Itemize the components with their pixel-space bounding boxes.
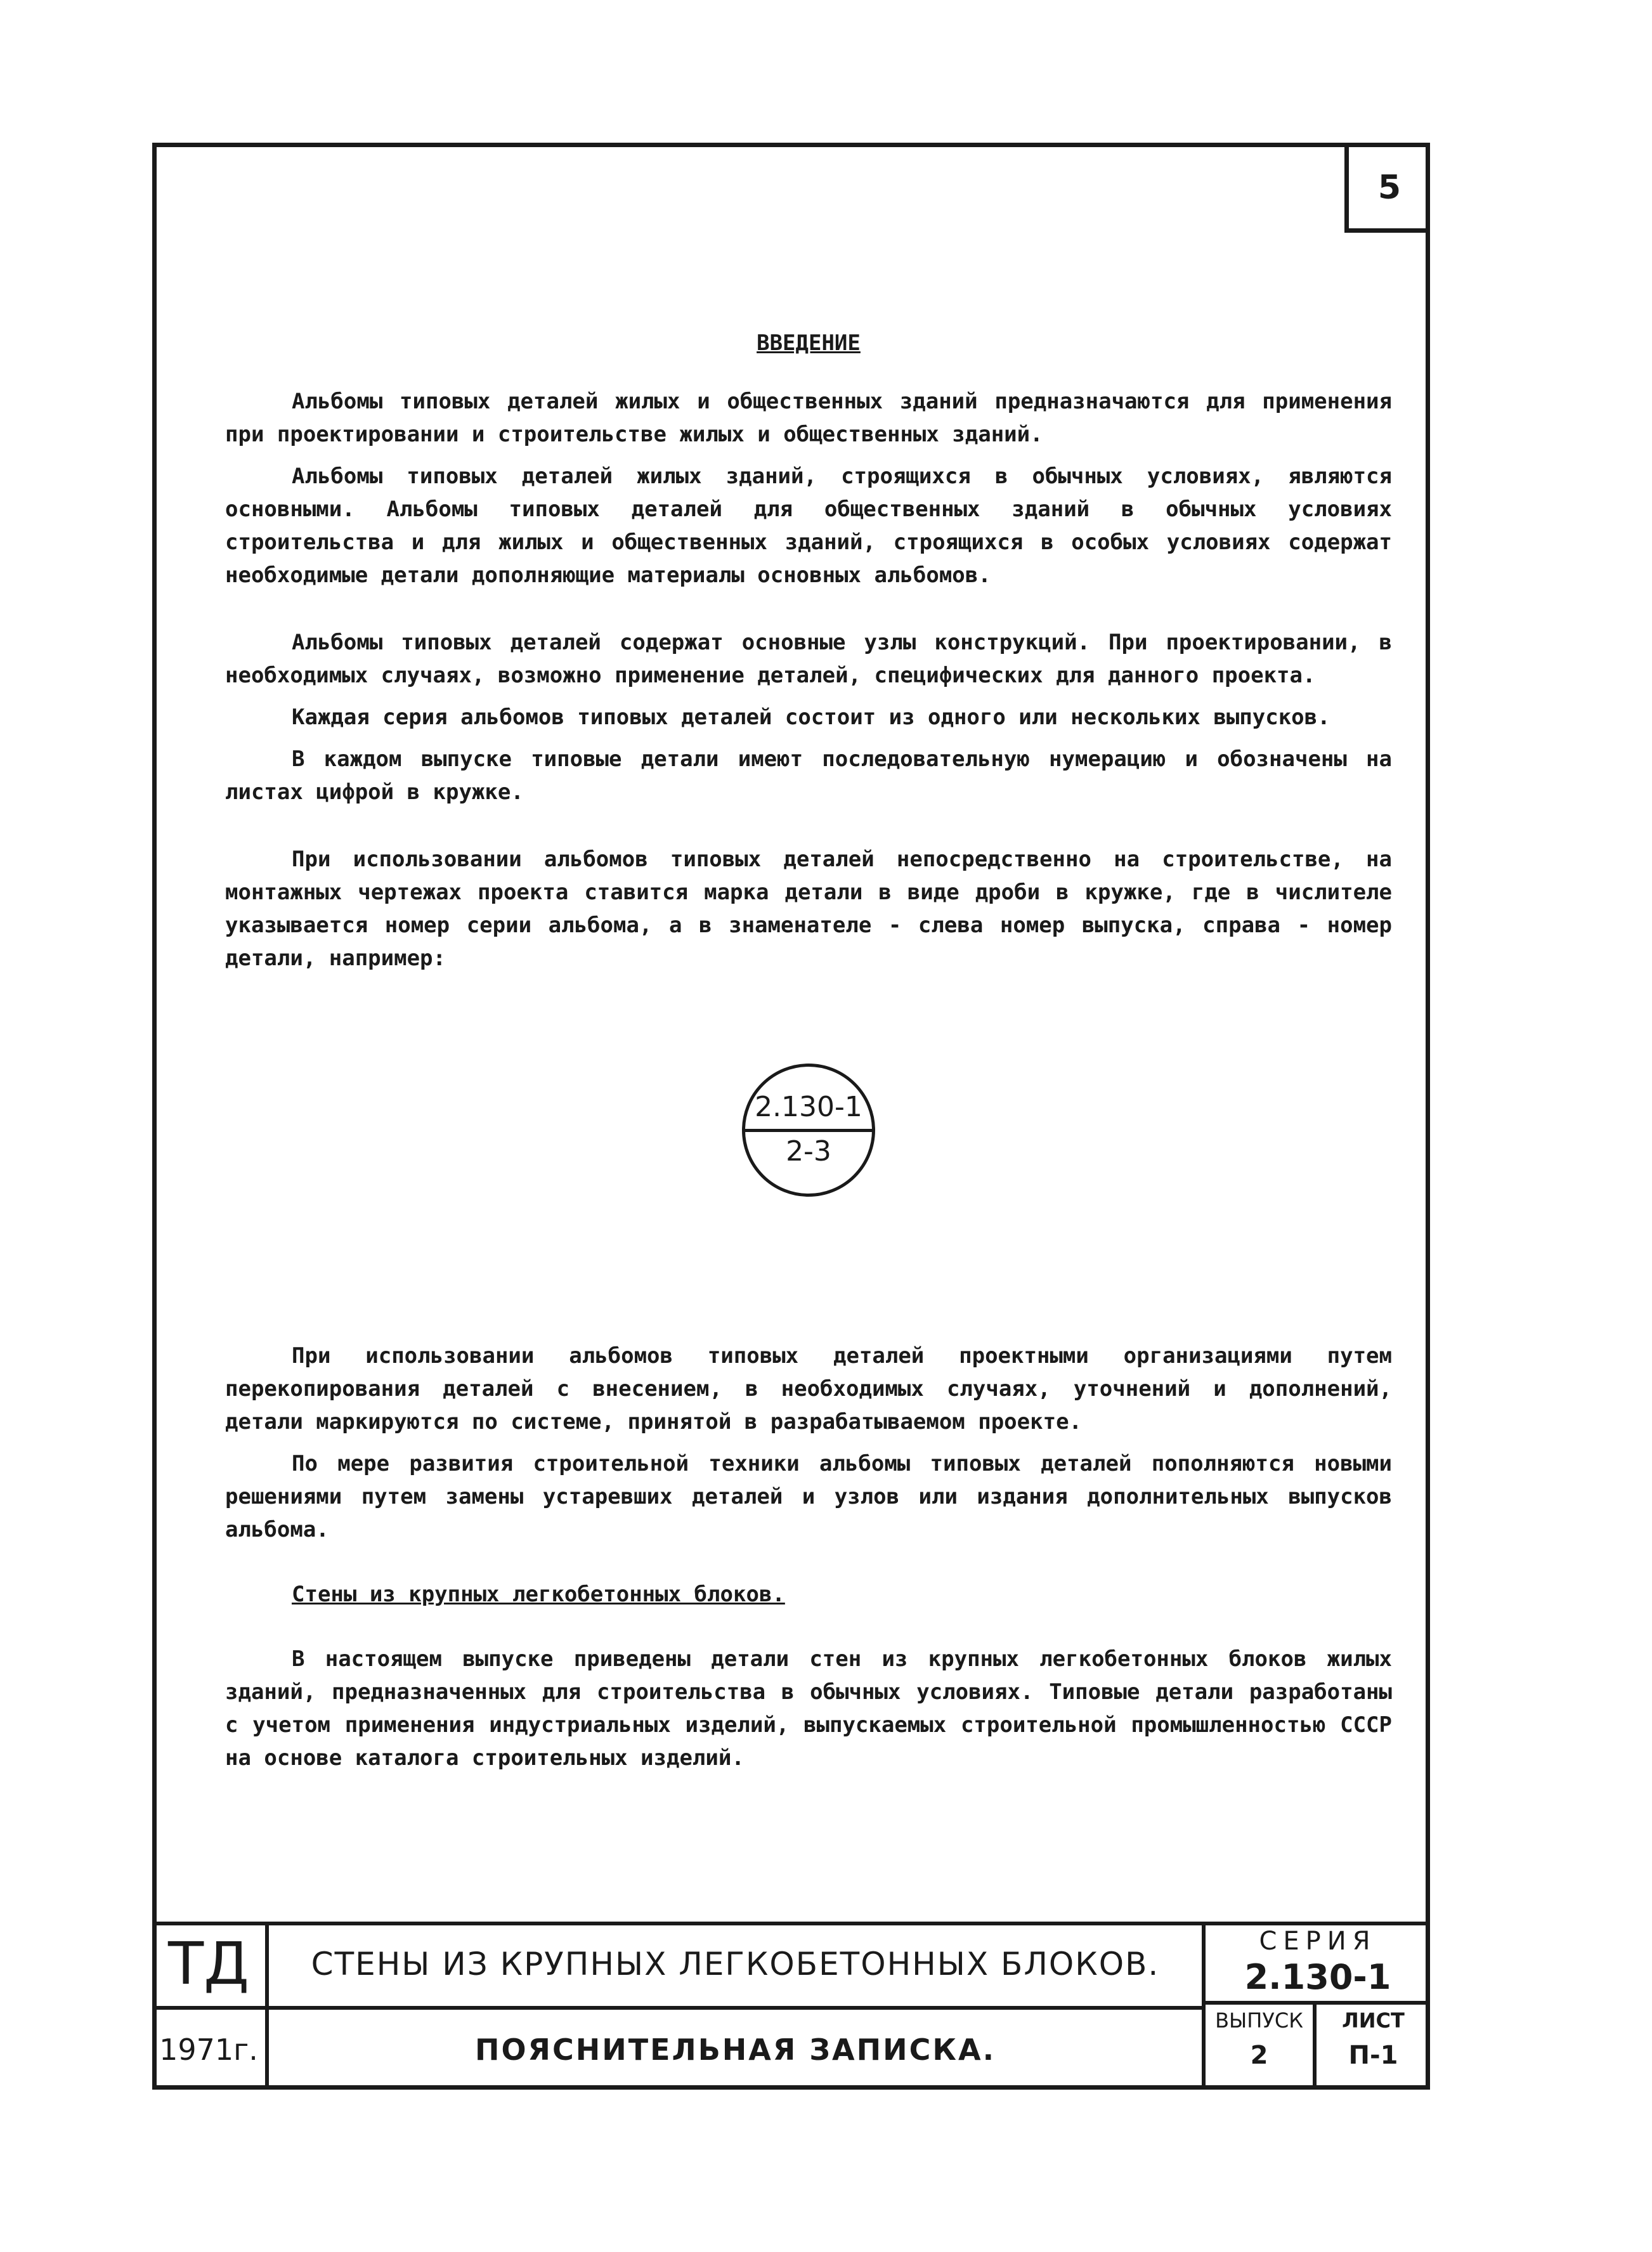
paragraph: При использовании альбомов типовых деталей непосредственно на строительстве, на монтажных чертежах проекта ставится марка детали в виде дроби в кружке, где в числителе указывается номер серии альбома, а в знаменателе - слева номер выпуска, справа - номер детали, например: [225, 847, 1392, 971]
paragraph: По мере развития строительной техники альбомы типовых деталей пополняются новыми решениями путем замены устаревших деталей и узлов или издания дополнительных выпусков альбома. [225, 1451, 1392, 1542]
paragraph: Альбомы типовых деталей жилых и общественных зданий предназначаются для применения при проектировании и строительстве жилых и общественных зданий. [225, 389, 1392, 447]
page-number: 5 [1344, 147, 1430, 233]
mark-numerator: 2.130-1 [755, 1091, 862, 1123]
series-value: 2.130-1 [1244, 1956, 1391, 1997]
paragraph: В каждом выпуске типовые детали имеют последовательную нумерацию и обозначены на листах цифрой в кружке. [225, 746, 1392, 805]
mark-circle [742, 1064, 875, 1197]
paragraph: При использовании альбомов типовых деталей проектными организациями путем перекопирования деталей с внесением, в необходимых случаях, уточнений и дополнений, детали маркируются по системе, принятой в разрабатываемом проекте. [225, 1343, 1392, 1435]
mark-denominator: 2-3 [786, 1135, 831, 1168]
document-title: СТЕНЫ ИЗ КРУПНЫХ ЛЕГКОБЕТОННЫХ БЛОКОВ. [311, 1945, 1160, 1982]
paragraph: Каждая серия альбомов типовых деталей состоит из одного или нескольких выпусков. [292, 705, 1330, 730]
paragraph: Альбомы типовых деталей содержат основные узлы конструкций. При проектировании, в необходимых случаях, возможно применение деталей, специфических для данного проекта. [225, 630, 1392, 688]
year: 1971г. [159, 2033, 258, 2067]
title-block [152, 1922, 1430, 2090]
issue-value: 2 [1250, 2041, 1268, 2070]
document-subtitle: ПОЯСНИТЕЛЬНАЯ ЗАПИСКА. [474, 2033, 996, 2067]
page-title: ВВЕДЕНИЕ [757, 330, 861, 356]
example-mark [225, 1064, 1392, 1197]
paragraph: Альбомы типовых деталей жилых зданий, строящихся в обычных условиях, являются основными. Альбомы типовых деталей для общественных зданий в обычных условиях строительства и для жилых и общественных зданий, строящихся в особых условиях содержат необходимые детали дополняющие материалы основных альбомов. [225, 464, 1392, 588]
series-label: СЕРИЯ [1259, 1927, 1377, 1956]
sheet-value: П-1 [1348, 2041, 1398, 2070]
mark-divider [745, 1129, 872, 1132]
sheet-label: ЛИСТ [1342, 2008, 1405, 2033]
paragraph: В настоящем выпуске приведены детали стен из крупных легкобетонных блоков жилых зданий, предназначенных для строительства в обычных условиях. Типовые детали разработаны с учетом применения индустриальных изделий, выпускаемых строительной промышленностью СССР на основе каталога строительных изделий. [225, 1646, 1392, 1771]
section-heading: Стены из крупных легкобетонных блоков. [292, 1582, 785, 1607]
issue-label: ВЫПУСК [1215, 2008, 1303, 2033]
document-body [225, 327, 1392, 1783]
logo: ТД [167, 1930, 250, 1998]
